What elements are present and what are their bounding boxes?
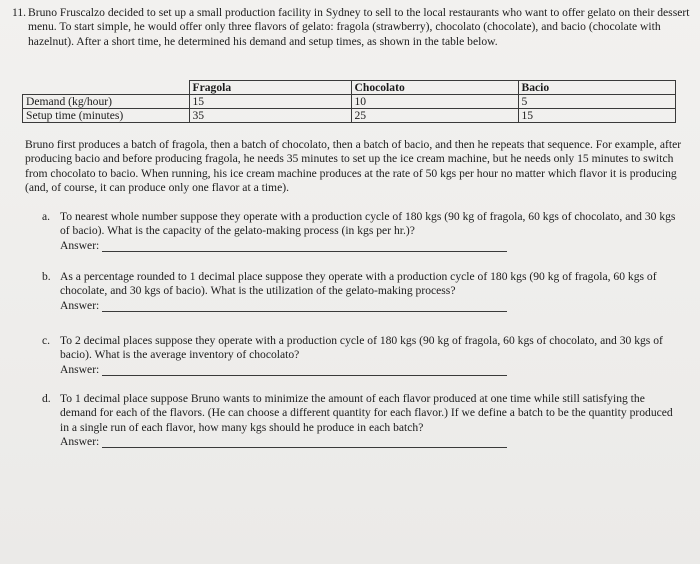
answer-label: Answer:: [60, 362, 100, 376]
table-header-row: [23, 81, 676, 95]
question-text: To 1 decimal place suppose Bruno wants to minimize the amount of each flavor produced at one time while still satisfying the demand for each of the flavors. (He can choose a different quantity for each flavor.) If we define a batch to be the quantity produced in a single run of each flavor, how many kgs should he produce in each batch?: [60, 392, 673, 434]
answer-underline: [102, 375, 507, 376]
table-header-chocolato: Chocolato: [351, 81, 518, 95]
table-row: [23, 95, 676, 109]
process-description: Bruno first produces a batch of fragola, then a batch of chocolato, then a batch of bacio, and then he repeats that sequence. For example, after producing bacio and before producing fragola, he needs 35 minutes to set up the ice cream machine, but he needs only 15 minutes to switch from chocolato to bacio. When running, his ice cream machine produces at the rate of 50 kgs per hour no matter which flavor it is producing (and, of course, it can produce only one flavor at a time).: [25, 138, 682, 194]
cell-setup-fragola: 35: [189, 109, 351, 123]
answer-underline: [102, 251, 507, 252]
answer-label: Answer:: [60, 238, 100, 252]
problem-number: 11.: [12, 6, 27, 19]
table-header-fragola: Fragola: [189, 81, 351, 95]
answer-field[interactable]: [42, 299, 682, 313]
answer-label: Answer:: [60, 298, 100, 312]
table-header-blank: [23, 81, 190, 95]
question-letter: b.: [42, 270, 51, 283]
answer-underline: [102, 311, 507, 312]
problem-intro: [12, 6, 697, 49]
cell-demand-bacio: 5: [518, 95, 675, 109]
row-label-demand: Demand (kg/hour): [23, 95, 190, 109]
cell-setup-chocolato: 25: [351, 109, 518, 123]
question-text: To 2 decimal places suppose they operate with a production cycle of 180 kgs (90 kg of fragola, 60 kgs of chocolato, and 30 kgs of bacio). What is the average inventory of chocolato?: [60, 334, 663, 362]
question-text: As a percentage rounded to 1 decimal place suppose they operate with a production cycle of 180 kgs (90 kg of fragola, 60 kgs of chocolate, and 30 kgs of bacio). What is the utilization of the gelato-making process?: [60, 270, 657, 298]
table-header-bacio: Bacio: [518, 81, 675, 95]
cell-setup-bacio: 15: [518, 109, 675, 123]
problem-intro-text: Bruno Fruscalzo decided to set up a small production facility in Sydney to sell to the local restaurants who want to offer gelato on their dessert menu. To start simple, he would offer only three flavors of gelato: fragola (strawberry), chocolato (chocolate), and bacio (chocolate with hazelnut). After a short time, he determined his demand and setup times, as shown in the table below.: [28, 6, 690, 48]
answer-field[interactable]: [42, 239, 682, 253]
question-text: To nearest whole number suppose they operate with a production cycle of 180 kgs (90 kg of fragola, 60 kgs of chocolato, and 30 kgs of bacio). What is the capacity of the gelato-making process (in kgs per hr.)?: [60, 210, 676, 238]
table-row: [23, 109, 676, 123]
question-letter: a.: [42, 210, 51, 223]
question-letter: d.: [42, 392, 51, 405]
answer-field[interactable]: [42, 435, 682, 449]
question-letter: c.: [42, 334, 51, 347]
cell-demand-fragola: 15: [189, 95, 351, 109]
answer-label: Answer:: [60, 434, 100, 448]
answer-underline: [102, 447, 507, 448]
question-d: [42, 392, 682, 449]
row-label-setup: Setup time (minutes): [23, 109, 190, 123]
cell-demand-chocolato: 10: [351, 95, 518, 109]
question-a: [42, 210, 682, 253]
demand-setup-table: [22, 80, 676, 123]
question-c: [42, 334, 682, 377]
question-b: [42, 270, 682, 313]
answer-field[interactable]: [42, 363, 682, 377]
